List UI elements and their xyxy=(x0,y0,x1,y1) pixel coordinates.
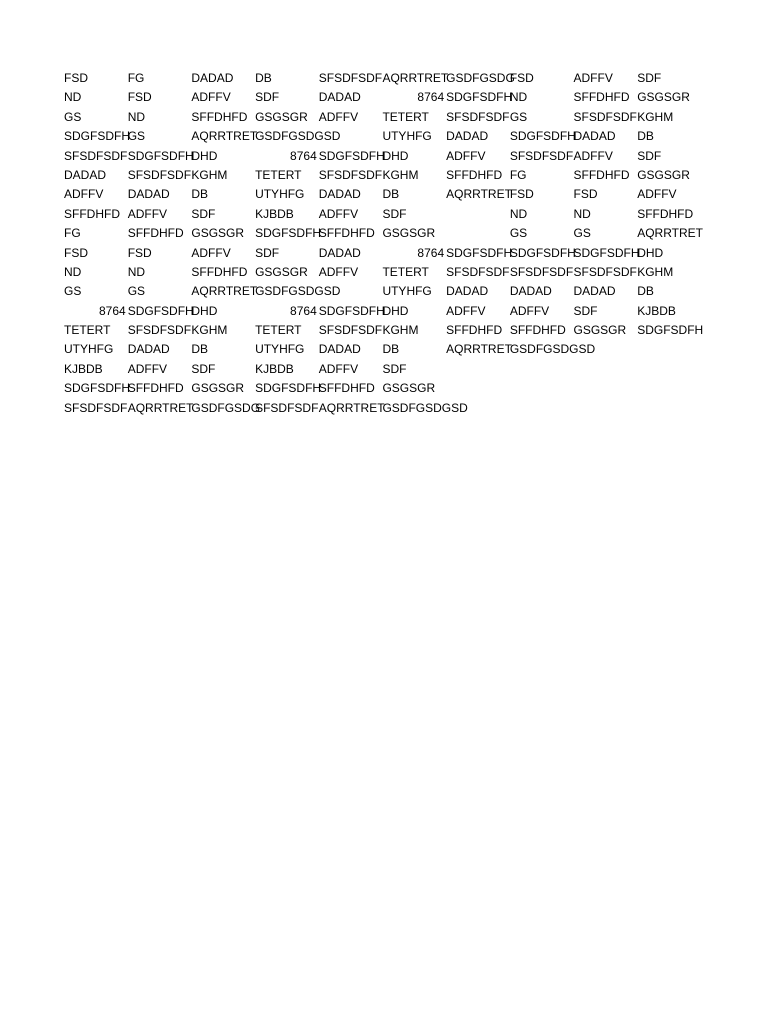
sheet-cell[interactable]: SDF xyxy=(573,303,598,318)
sheet-cell[interactable]: FG xyxy=(64,226,81,241)
sheet-cell[interactable]: DB xyxy=(191,187,209,202)
sheet-cell[interactable]: ADFFV xyxy=(446,148,486,163)
sheet-cell[interactable]: SFFDHFD xyxy=(318,226,375,241)
sheet-cell[interactable]: ADFFV xyxy=(573,71,613,85)
sheet-row xyxy=(64,360,701,379)
sheet-cell[interactable]: 8764 xyxy=(290,148,317,163)
sheet-row xyxy=(64,69,701,88)
sheet-cell[interactable]: GSDFGSDG xyxy=(446,71,515,85)
sheet-row xyxy=(64,108,701,127)
sheet-cell[interactable] xyxy=(319,127,383,146)
sheet-cell[interactable]: GSGSGR xyxy=(255,109,308,124)
sheet-cell[interactable]: DHD xyxy=(382,303,409,318)
sheet-cell[interactable]: ADFFV xyxy=(573,148,613,163)
sheet-cell[interactable]: SFSDFSDF xyxy=(127,323,192,338)
sheet-cell[interactable]: DB xyxy=(191,342,209,357)
sheet-cell[interactable]: DADAD xyxy=(318,187,361,202)
sheet-cell[interactable]: GS xyxy=(127,284,146,299)
sheet-cell[interactable]: ND xyxy=(127,264,146,279)
sheet-cell[interactable]: ND xyxy=(509,206,528,221)
sheet-cell[interactable]: ND xyxy=(509,90,528,105)
sheet-cell[interactable] xyxy=(637,340,701,359)
sheet-cell[interactable]: GSDFGSDG xyxy=(191,400,261,415)
sheet-cell[interactable]: GS xyxy=(573,226,591,241)
sheet-cell[interactable]: GSGSGR xyxy=(573,323,627,338)
sheet-cell[interactable] xyxy=(574,399,638,418)
sheet-cell[interactable]: SFFDHFD xyxy=(637,206,694,221)
sheet-cell[interactable]: DB xyxy=(637,284,654,299)
sheet-cell[interactable]: GSDFGSDGSD xyxy=(382,400,468,415)
sheet-cell[interactable]: SFSDFSDF xyxy=(318,167,383,182)
sheet-cell[interactable]: SDGFSDFH xyxy=(127,148,194,163)
sheet-cell[interactable]: SFFDHFD xyxy=(573,90,630,105)
sheet-cell[interactable]: SDF xyxy=(255,90,280,105)
sheet-cell[interactable]: GSGSGR xyxy=(191,381,245,396)
sheet-row xyxy=(64,127,701,146)
sheet-cell[interactable]: 8764 xyxy=(417,245,445,260)
sheet-cell[interactable] xyxy=(510,379,574,398)
sheet-row xyxy=(64,399,701,418)
sheet-cell[interactable]: AQRRTRET xyxy=(446,342,512,357)
sheet-row xyxy=(64,340,701,359)
sheet-cell[interactable]: SDGFSDFH xyxy=(446,90,513,105)
sheet-cell[interactable]: KJBDB xyxy=(255,361,294,376)
sheet-cell[interactable]: SFFDHFD xyxy=(64,206,120,221)
sheet-cell[interactable]: SFSDFSDF xyxy=(573,109,637,124)
sheet-cell[interactable]: SFFDHFD xyxy=(573,167,630,182)
sheet-cell[interactable]: DADAD xyxy=(191,71,234,85)
sheet-cell[interactable]: SDGFSDFH xyxy=(573,245,640,260)
sheet-cell[interactable]: DHD xyxy=(191,303,218,318)
sheet-cell[interactable]: DB xyxy=(382,187,400,202)
sheet-cell[interactable]: SFFDHFD xyxy=(191,109,248,124)
sheet-cell[interactable]: FSD xyxy=(509,71,534,85)
sheet-row xyxy=(64,205,701,224)
sheet-cell[interactable]: DADAD xyxy=(509,284,552,299)
sheet-cell[interactable]: GSGSGR xyxy=(191,226,245,241)
sheet-cell[interactable]: SFFDHFD xyxy=(127,226,184,241)
sheet-cell[interactable] xyxy=(574,379,638,398)
sheet-cell[interactable]: SDGFSDFH xyxy=(64,129,130,144)
sheet-row xyxy=(64,88,701,107)
sheet-cell[interactable]: SFSDFSDF xyxy=(573,264,637,279)
sheet-cell[interactable]: FSD xyxy=(127,90,152,105)
sheet-cell[interactable]: AQRRTRET xyxy=(191,284,258,299)
sheet-cell[interactable]: FSD xyxy=(573,187,598,202)
sheet-cell[interactable]: AQRRTRET xyxy=(191,129,258,144)
sheet-cell[interactable]: FSD xyxy=(64,71,88,85)
sheet-cell[interactable]: FSD xyxy=(64,245,88,260)
sheet-cell[interactable]: SDGFSDFH xyxy=(446,245,513,260)
sheet-cell[interactable]: KGHM xyxy=(382,167,419,182)
sheet-cell[interactable] xyxy=(637,379,701,398)
sheet-cell[interactable]: SDF xyxy=(255,245,280,260)
sheet-row xyxy=(64,282,701,301)
sheet-cell[interactable]: ADFFV xyxy=(191,245,231,260)
sheet-cell[interactable]: DADAD xyxy=(318,342,361,357)
sheet-cell[interactable]: GS xyxy=(127,129,146,144)
sheet-cell[interactable]: SFSDFSDF xyxy=(127,167,192,182)
sheet-cell[interactable]: TETERT xyxy=(64,323,111,338)
sheet-cell[interactable]: GSGSGR xyxy=(382,226,436,241)
sheet-cell[interactable]: SFSDFSDF xyxy=(318,323,383,338)
sheet-cell[interactable]: DADAD xyxy=(318,245,361,260)
sheet-cell[interactable]: FG xyxy=(509,167,527,182)
sheet-cell[interactable]: SDF xyxy=(382,206,407,221)
sheet-cell[interactable]: ND xyxy=(64,90,82,105)
sheet-cell[interactable]: AQRRTRET xyxy=(318,400,385,415)
sheet-cell[interactable]: SDF xyxy=(382,361,407,376)
sheet-cell[interactable]: TETERT xyxy=(255,167,302,182)
sheet-cell[interactable]: SFSDFSDF xyxy=(509,264,574,279)
sheet-cell[interactable]: GSDFGSDGSD xyxy=(509,342,596,357)
sheet-cell[interactable]: SFFDHFD xyxy=(446,167,503,182)
sheet-cell[interactable]: ADFFV xyxy=(318,206,359,221)
sheet-cell[interactable]: SFFDHFD xyxy=(318,381,375,396)
sheet-cell[interactable]: UTYHFG xyxy=(255,187,305,202)
sheet-cell[interactable]: SFSDFSDF xyxy=(446,109,510,124)
sheet-cell[interactable]: AQRRTRET xyxy=(446,187,512,202)
sheet-cell[interactable]: ADFFV xyxy=(127,361,168,376)
sheet-cell[interactable]: TETERT xyxy=(382,264,429,279)
sheet-cell[interactable]: SDGFSDFH xyxy=(64,381,130,396)
sheet-cell[interactable]: UTYHFG xyxy=(382,284,432,299)
sheet-cell[interactable]: FSD xyxy=(509,187,534,202)
sheet-row xyxy=(64,185,701,204)
sheet-row xyxy=(64,224,701,243)
sheet-cell[interactable]: KGHM xyxy=(382,323,419,338)
sheet-cell[interactable]: ADFFV xyxy=(446,303,486,318)
sheet-cell[interactable]: GSGSGR xyxy=(637,90,690,105)
sheet-cell[interactable] xyxy=(446,379,510,398)
sheet-cell[interactable] xyxy=(574,360,638,379)
sheet-cell[interactable]: SDF xyxy=(191,361,216,376)
sheet-cell[interactable] xyxy=(637,399,701,418)
sheet-cell[interactable]: ND xyxy=(127,109,146,124)
sheet-cell[interactable]: KGHM xyxy=(191,167,228,182)
sheet-cell[interactable]: ND xyxy=(64,264,82,279)
sheet-cell[interactable]: ADFFV xyxy=(64,187,104,202)
sheet-cell[interactable] xyxy=(510,360,574,379)
sheet-cell[interactable]: 8764 xyxy=(290,303,317,318)
sheet-cell[interactable]: SDGFSDFH xyxy=(318,303,385,318)
sheet-cell[interactable] xyxy=(446,360,510,379)
sheet-cell[interactable]: KJBDB xyxy=(255,206,294,221)
sheet-cell[interactable]: GS xyxy=(509,109,528,124)
sheet-cell[interactable]: UTYHFG xyxy=(255,342,305,357)
sheet-cell[interactable]: GS xyxy=(64,284,82,299)
sheet-cell[interactable]: GSGSGR xyxy=(382,381,436,396)
sheet-cell[interactable]: SFFDHFD xyxy=(191,264,248,279)
sheet-cell[interactable]: DADAD xyxy=(127,187,170,202)
sheet-cell[interactable]: KJBDB xyxy=(64,361,103,376)
sheet-cell[interactable]: UTYHFG xyxy=(382,129,432,144)
sheet-cell[interactable] xyxy=(637,360,701,379)
sheet-cell[interactable]: SDGFSDFH xyxy=(509,129,576,144)
sheet-cell[interactable] xyxy=(446,205,510,224)
sheet-cell[interactable]: DADAD xyxy=(446,284,489,299)
sheet-cell[interactable]: UTYHFG xyxy=(64,342,114,357)
sheet-cell[interactable]: SFSDFSDF xyxy=(509,148,574,163)
sheet-cell[interactable]: ADFFV xyxy=(318,109,359,124)
sheet-cell[interactable]: KGHM xyxy=(191,323,228,338)
sheet-cell[interactable]: ADFFV xyxy=(509,303,550,318)
sheet-row xyxy=(64,166,701,185)
sheet-cell[interactable]: TETERT xyxy=(255,323,302,338)
sheet-cell[interactable]: SFFDHFD xyxy=(509,323,566,338)
sheet-cell[interactable]: DADAD xyxy=(318,90,361,105)
sheet-row xyxy=(64,263,701,282)
sheet-cell[interactable]: SDGFSDFH xyxy=(318,148,385,163)
sheet-cell[interactable]: DADAD xyxy=(446,129,489,144)
sheet-cell[interactable]: 8764 xyxy=(98,303,126,318)
sheet-row xyxy=(64,379,701,398)
cell-grid xyxy=(64,69,704,418)
sheet-cell[interactable]: KJBDB xyxy=(637,303,676,318)
sheet-cell[interactable]: SDGFSDFH xyxy=(637,323,704,338)
sheet-cell[interactable]: DADAD xyxy=(573,129,616,144)
sheet-cell[interactable]: SDF xyxy=(637,148,662,163)
sheet-cell[interactable]: SDF xyxy=(191,206,216,221)
sheet-cell[interactable]: SDGFSDFH xyxy=(127,303,194,318)
sheet-cell[interactable]: GS xyxy=(64,109,82,124)
sheet-cell[interactable]: GSDFGSDGSD xyxy=(255,129,341,144)
sheet-cell[interactable]: SFSDFSDF xyxy=(255,400,319,415)
sheet-cell[interactable]: SFFDHFD xyxy=(446,323,503,338)
sheet-row xyxy=(64,321,704,340)
sheet-cell[interactable]: FSD xyxy=(127,245,152,260)
sheet-cell[interactable]: DADAD xyxy=(573,284,616,299)
sheet-cell[interactable]: SDGFSDFH xyxy=(255,381,322,396)
sheet-cell[interactable]: DHD xyxy=(382,148,409,163)
sheet-row xyxy=(64,244,701,263)
sheet-cell[interactable]: DHD xyxy=(191,148,218,163)
sheet-row xyxy=(64,302,701,321)
sheet-cell[interactable]: GS xyxy=(509,226,528,241)
sheet-cell[interactable]: ADFFV xyxy=(318,361,359,376)
sheet-cell[interactable]: DHD xyxy=(637,245,664,260)
sheet-cell[interactable]: SFFDHFD xyxy=(127,381,184,396)
sheet-cell[interactable] xyxy=(319,282,383,301)
sheet-cell[interactable]: AQRRTRET xyxy=(382,71,449,85)
sheet-cell[interactable]: DB xyxy=(382,342,400,357)
sheet-cell[interactable]: SFSDFSDF xyxy=(64,400,128,415)
sheet-cell[interactable]: FG xyxy=(127,71,145,85)
sheet-cell[interactable]: KGHM xyxy=(637,264,674,279)
sheet-cell[interactable]: ADFFV xyxy=(191,90,231,105)
sheet-cell[interactable]: DB xyxy=(637,129,654,144)
sheet-cell[interactable] xyxy=(446,399,510,418)
sheet-cell[interactable]: ADFFV xyxy=(637,187,677,202)
sheet-cell[interactable]: DB xyxy=(255,71,272,85)
sheet-cell[interactable]: ND xyxy=(573,206,591,221)
sheet-cell[interactable]: ADFFV xyxy=(318,264,359,279)
sheet-cell[interactable]: SFSDFSDF xyxy=(446,264,510,279)
sheet-cell[interactable]: SDGFSDFH xyxy=(255,226,322,241)
sheet-cell[interactable]: DADAD xyxy=(127,342,170,357)
sheet-row xyxy=(64,147,701,166)
sheet-cell[interactable]: SDF xyxy=(637,71,662,85)
sheet-cell[interactable]: DADAD xyxy=(64,167,107,182)
sheet-cell[interactable]: AQRRTRET xyxy=(637,226,703,241)
sheet-cell[interactable]: TETERT xyxy=(382,109,429,124)
sheet-cell[interactable] xyxy=(446,224,510,243)
sheet-cell[interactable]: SDGFSDFH xyxy=(509,245,576,260)
sheet-cell[interactable] xyxy=(510,399,574,418)
sheet-cell[interactable]: GSGSGR xyxy=(255,264,308,279)
sheet-cell[interactable]: SFSDFSDF xyxy=(318,71,383,85)
sheet-cell[interactable]: GSDFGSDGSD xyxy=(255,284,341,299)
sheet-cell[interactable]: GSGSGR xyxy=(637,167,690,182)
sheet-cell[interactable]: KGHM xyxy=(637,109,674,124)
sheet-cell[interactable] xyxy=(574,340,638,359)
sheet-cell[interactable]: ADFFV xyxy=(127,206,168,221)
sheet-cell[interactable]: 8764 xyxy=(417,90,445,105)
sheet-cell[interactable]: AQRRTRET xyxy=(127,400,194,415)
sheet-cell[interactable]: SFSDFSDF xyxy=(64,148,128,163)
